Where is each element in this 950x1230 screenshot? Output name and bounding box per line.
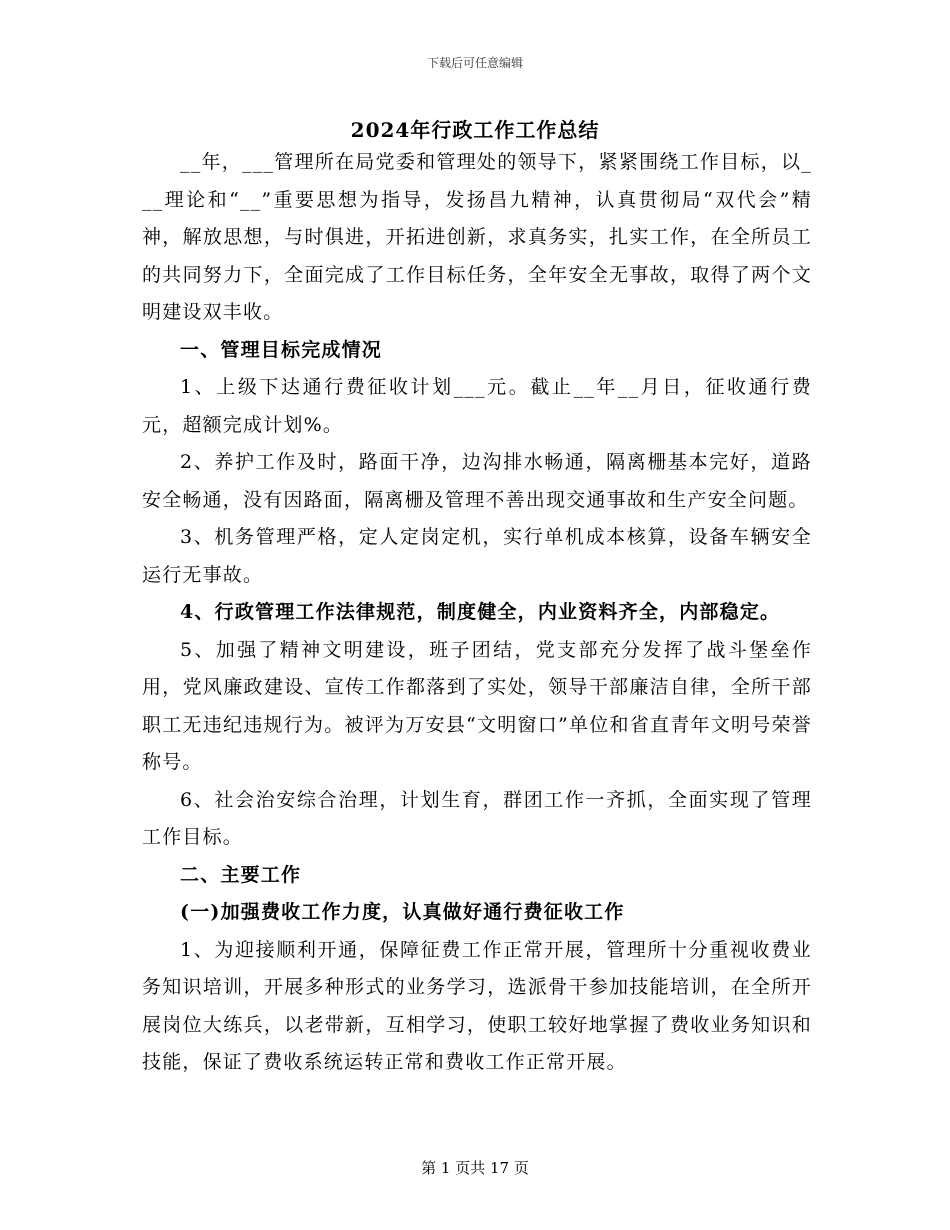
section-heading-1: 一、管理目标完成情况 bbox=[180, 338, 383, 361]
body-paragraph: 1、上级下达通行费征收计划___元。截止__年__月日，征收通行费元，超额完成计划%。 bbox=[142, 376, 812, 436]
intro-paragraph: __年，___管理所在局党委和管理处的领导下，紧紧围绕工作目标，以___理论和“__”重要思想为指导，发扬昌九精神，认真贯彻局“双代会”精神，解放思想，与时俱进，开拓进创新，求真务实，扎实工作，在全所员工的共同努力下，全面完成了工作目标任务，全年安全无事故，取得了两个文明建设双丰收。 bbox=[142, 151, 812, 323]
section-heading-2: 二、主要工作 bbox=[180, 863, 302, 886]
bold-paragraph: 4、行政管理工作法律规范，制度健全，内业资料齐全，内部稳定。 bbox=[180, 601, 781, 623]
body-paragraph: 2、养护工作及时，路面干净，边沟排水畅通，隔离栅基本完好，道路安全畅通，没有因路面，隔离栅及管理不善出现交通事故和生产安全问题。 bbox=[142, 451, 812, 511]
body-paragraph: 3、机务管理严格，定人定岗定机，实行单机成本核算，设备车辆安全运行无事故。 bbox=[142, 526, 812, 586]
page-header: 下载后可任意编辑 bbox=[426, 56, 523, 70]
subsection-heading: (一)加强费收工作力度，认真做好通行费征收工作 bbox=[180, 901, 625, 923]
body-paragraph: 1、为迎接顺利开通，保障征费工作正常开展，管理所十分重视收费业务知识培训，开展多种形式的业务学习，选派骨干参加技能培训，在全所开展岗位大练兵，以老带新，互相学习，使职工较好地掌握了费收业务知识和技能，保证了费收系统运转正常和费收工作正常开展。 bbox=[142, 938, 812, 1073]
document-title: 2024年行政工作工作总结 bbox=[350, 118, 600, 142]
body-paragraph: 5、加强了精神文明建设，班子团结，党支部充分发挥了战斗堡垒作用，党风廉政建设、宣传工作都落到了实处，领导干部廉洁自律，全所干部职工无违纪违规行为。被评为万安县“文明窗口”单位和省直青年文明号荣誉称号。 bbox=[142, 638, 812, 773]
document-body bbox=[142, 144, 812, 1082]
body-paragraph: 6、社会治安综合治理，计划生育，群团工作一齐抓，全面实现了管理工作目标。 bbox=[142, 788, 812, 848]
page-footer: 第 1 页共 17 页 bbox=[421, 1159, 529, 1177]
